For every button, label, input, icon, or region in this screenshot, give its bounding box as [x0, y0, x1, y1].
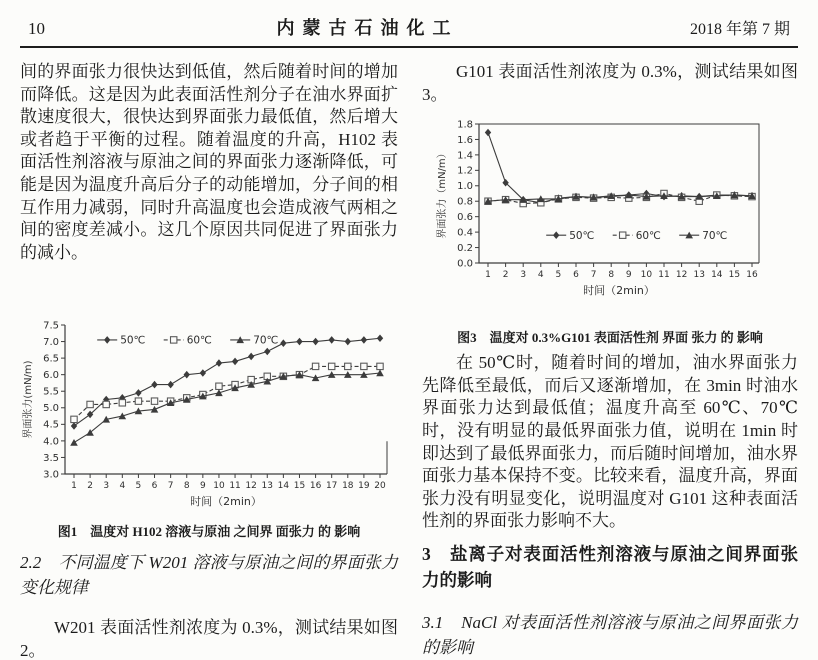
page-header [20, 4, 798, 48]
svg-text:6.0: 6.0 [43, 370, 59, 382]
svg-text:7.0: 7.0 [43, 337, 59, 349]
page-number: 10 [28, 19, 45, 38]
svg-text:5.0: 5.0 [43, 403, 59, 415]
svg-text:15: 15 [293, 481, 306, 492]
svg-text:7: 7 [590, 270, 597, 281]
two-column-layout [20, 61, 798, 660]
right-paragraph-analysis: 在 50℃时，随着时间的增加，油水界面张力先降低至最低，而后又逐渐增加，在 3min 时油水界面张力达到最低值；温度升高至 60℃、70℃时，没有明显的最低界面张力值，说明在 1min 时即达到了最低界面张力，而后随时间增加，油水界面张力基本保持不变。比较来看，温度升高，界面张力没有明显变化，说明温度对 G101 这种表面活性剂的界面张力影响不大。 [422, 353, 798, 531]
svg-text:时间（2min）: 时间（2min） [190, 495, 262, 509]
svg-text:3: 3 [520, 270, 527, 281]
svg-text:13: 13 [693, 270, 705, 281]
svg-text:1.2: 1.2 [457, 165, 473, 177]
svg-text:12: 12 [245, 481, 257, 492]
figure1-chart [20, 316, 398, 512]
svg-text:0.0: 0.0 [457, 258, 473, 270]
svg-text:70℃: 70℃ [253, 335, 279, 348]
svg-text:8: 8 [608, 270, 615, 281]
svg-text:4: 4 [537, 270, 544, 281]
svg-text:60℃: 60℃ [186, 335, 212, 348]
svg-text:1.8: 1.8 [457, 119, 473, 131]
left-column [20, 61, 398, 660]
svg-text:50℃: 50℃ [120, 335, 146, 348]
svg-text:1: 1 [71, 481, 77, 492]
svg-text:17: 17 [325, 481, 338, 492]
svg-text:5.5: 5.5 [43, 386, 59, 398]
svg-text:14: 14 [711, 270, 723, 281]
left-paragraph-w201: W201 表面活性剂浓度为 0.3%，测试结果如图 2。 [20, 618, 398, 660]
svg-text:4.5: 4.5 [43, 420, 59, 432]
svg-text:10: 10 [640, 270, 653, 281]
left-paragraph-continuation: 间的界面张力很快达到低值，然后随着时间的增加而降低。这是因为此表面活性剂分子在油水界面扩散速度很大，很快达到界面张力最低值，然后增大或者趋于平衡的过程。随着温度的升高，H102 表面活性剂溶液与原油之间的界面张力逐渐降低，可能是因为温度升高后分子的动能增加，分子间的相互作用力减弱，同时升高温度也会造成液气两相之间的密度差减小。这几个原因共同促进了界面张力的减小。 [20, 62, 398, 262]
svg-text:0.8: 0.8 [457, 196, 473, 208]
svg-text:3.5: 3.5 [43, 453, 59, 465]
section-3-1-heading: 3.1 NaCl 对表面活性剂溶液与原油之间界面张力的影响 [422, 613, 798, 658]
svg-text:0.2: 0.2 [457, 243, 473, 255]
svg-text:9: 9 [625, 270, 632, 281]
figure3-chart [434, 115, 770, 301]
svg-text:2: 2 [87, 481, 93, 492]
svg-text:界面张力（mN/m）: 界面张力（mN/m） [437, 148, 448, 239]
issue-label: 2018 年第 7 期 [689, 21, 790, 38]
svg-text:1.6: 1.6 [457, 135, 473, 147]
figure3 [422, 115, 798, 301]
figure1-caption: 图1 温度对 H102 溶液与原油 之间界 面张力 的 影响 [57, 524, 361, 540]
svg-text:2: 2 [502, 270, 509, 281]
right-paragraph-g101: G101 表面活性剂浓度为 0.3%，测试结果如图 3。 [422, 62, 798, 104]
svg-text:6.5: 6.5 [43, 353, 59, 365]
right-column [422, 61, 798, 660]
section-2-2-heading: 2.2 不同温度下 W201 溶液与原油之间的界面张力变化规律 [20, 553, 398, 598]
svg-text:6: 6 [151, 481, 158, 492]
svg-text:50℃: 50℃ [569, 230, 595, 243]
svg-text:1.4: 1.4 [457, 150, 473, 162]
svg-text:18: 18 [342, 481, 354, 492]
svg-text:8: 8 [183, 481, 190, 492]
svg-text:0.6: 0.6 [457, 212, 473, 224]
svg-text:12: 12 [675, 270, 688, 281]
svg-text:11: 11 [658, 270, 670, 281]
svg-text:3.0: 3.0 [43, 469, 59, 481]
svg-text:60℃: 60℃ [635, 230, 661, 243]
svg-text:时间（2min）: 时间（2min） [583, 284, 655, 298]
svg-text:10: 10 [213, 481, 225, 492]
svg-text:1: 1 [485, 270, 491, 281]
svg-text:9: 9 [199, 481, 206, 492]
svg-text:6: 6 [573, 270, 579, 281]
figure1 [20, 316, 398, 540]
svg-text:15: 15 [728, 270, 741, 281]
svg-text:界面张力(mN/m): 界面张力(mN/m) [23, 360, 34, 439]
svg-text:16: 16 [309, 481, 322, 492]
svg-text:16: 16 [746, 270, 758, 281]
svg-text:7.5: 7.5 [43, 320, 59, 332]
svg-text:20: 20 [374, 481, 386, 492]
svg-text:5: 5 [555, 270, 562, 281]
svg-text:19: 19 [358, 481, 370, 492]
svg-text:5: 5 [135, 481, 142, 492]
svg-text:70℃: 70℃ [702, 230, 728, 243]
svg-text:0.4: 0.4 [457, 227, 473, 239]
svg-text:4.0: 4.0 [43, 436, 59, 448]
svg-text:7: 7 [167, 481, 174, 492]
svg-text:13: 13 [261, 481, 273, 492]
svg-text:4: 4 [119, 481, 126, 492]
section-3-heading: 3 盐离子对表面活性剂溶液与原油之间界面张力的影响 [422, 543, 798, 590]
svg-text:3: 3 [103, 481, 110, 492]
svg-text:11: 11 [229, 481, 241, 492]
svg-text:14: 14 [277, 481, 290, 492]
svg-text:1.0: 1.0 [457, 181, 473, 193]
journal-title: 内蒙古石油化工 [276, 18, 459, 38]
figure3-caption: 图3 温度对 0.3%G101 表面活性剂 界面 张力 的 影响 [457, 330, 763, 346]
